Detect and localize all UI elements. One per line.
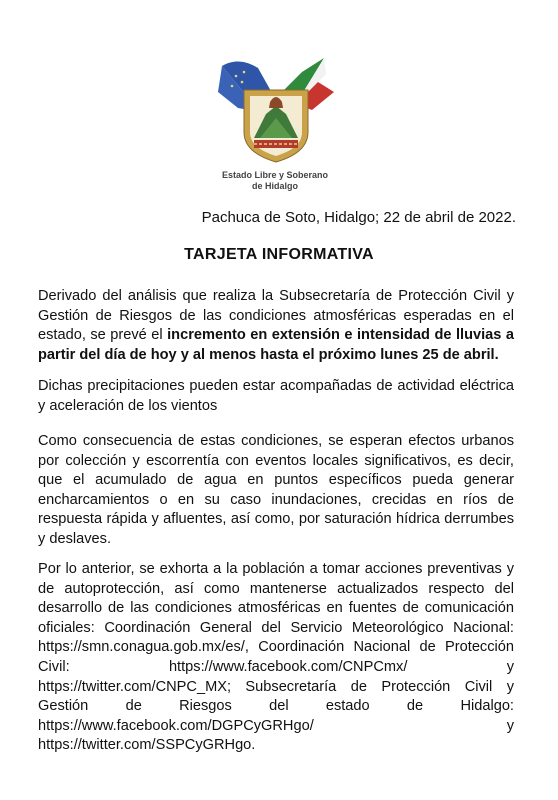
paragraph-1 [38,287,514,365]
paragraph-1-plain: Derivado del análisis que realiza la Subsecretaría de Protección Civil y Gestión de Riesgos de las condiciones atmosféricas esperadas en el estado, se prevé el [38,288,514,344]
seal-caption [200,170,350,192]
dateline: Pachuca de Soto, Hidalgo; 22 de abril de 2022. [201,209,516,226]
hidalgo-state-seal [214,52,338,164]
paragraph-2: Dichas precipitaciones pueden estar acompañadas de actividad eléctrica y aceleración de los vientos [38,378,514,414]
seal-caption-line1: Estado Libre y Soberano [221,170,329,180]
document-title: TARJETA INFORMATIVA [184,246,374,263]
paragraph-1-bold: incremento en extensión e intensidad de lluvias a partir del día de hoy y al menos hasta el próximo lunes 25 de abril. [38,327,514,363]
paragraph-4: Por lo anterior, se exhorta a la población a tomar acciones preventivas y de autoprotección, así como mantenerse actualizados respecto del desarrollo de las condiciones atmosféricas en fuentes de comunicación oficiales: Coordinación General del Servicio Meteorológico Nacional: https://smn.conagua.gob.mx/es/, Coordinación Nacional de Protección Civil: https://www.facebook.com/CNPCmx/ y https://twitter.com/CNPC_MX; Subsecretaría de Protección Civil y Gestión de Riesgos del estado de Hidalgo: https://www.facebook.com/DGPCyGRHgo/ y https://twitter.com/SSPCyGRHgo. [38,561,514,754]
paragraph-3: Como consecuencia de estas condiciones, se esperan efectos urbanos por colección y escorrentía con eventos locales significativos, es decir, que el acumulado de agua en puntos específicos pueda generar encharcamientos o en su caso inundaciones, crecidas en ríos de respuesta rápida y afluentes, así como, por saturación hídrica derrumbes y deslaves. [38,433,514,547]
seal-caption-line2: de Hidalgo [251,181,298,191]
